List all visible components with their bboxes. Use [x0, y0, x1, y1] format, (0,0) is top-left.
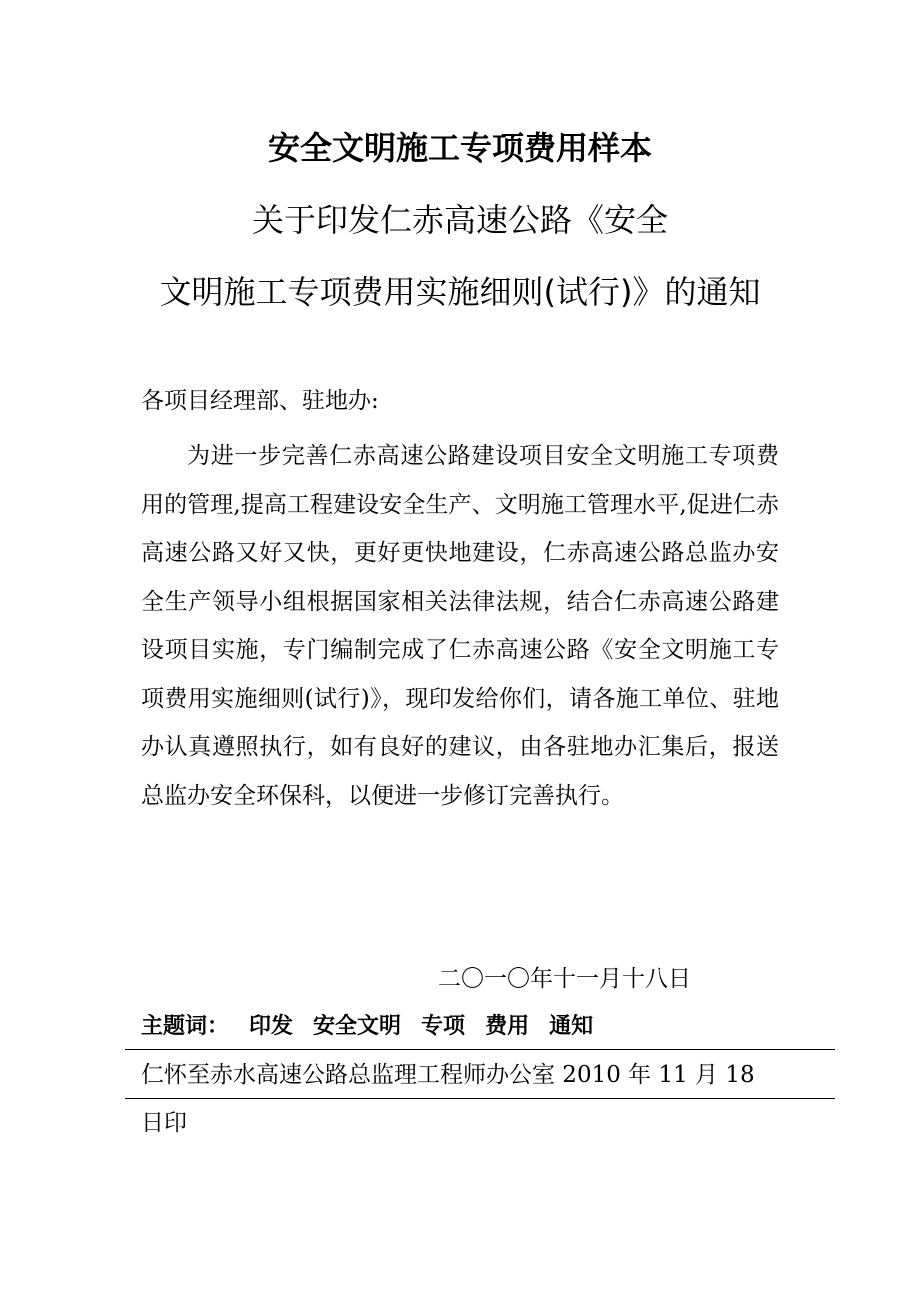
keyword: 印发: [249, 1014, 294, 1039]
divider-bottom: [125, 1098, 835, 1099]
subject-keywords: [141, 1012, 593, 1042]
issuer-line: 仁怀至赤水高速公路总监理工程师办公室 2010 年 11 月 18: [141, 1062, 755, 1088]
keywords-label: 主题词：: [141, 1014, 230, 1039]
keyword: 费用: [485, 1014, 530, 1039]
notice-title-line-1: 关于印发仁赤高速公路《安全: [251, 201, 668, 239]
issuer-line-continued: 日印: [141, 1110, 187, 1136]
salutation: 各项目经理部、驻地办:: [141, 388, 379, 414]
issue-date: 二〇一〇年十一月十八日: [438, 966, 691, 992]
keyword: 安全文明: [313, 1014, 402, 1039]
body-paragraph: 为进一步完善仁赤高速公路建设项目安全文明施工专项费用的管理,提高工程建设安全生产、文明施工管理水平,促进仁赤高速公路又好又快，更好更快地建设，仁赤高速公路总监办安全生产领导小组根据国家相关法律法规，结合仁赤高速公路建设项目实施，专门编制完成了仁赤高速公路《安全文明施工专项费用实施细则(试行)》，现印发给你们，请各施工单位、驻地办认真遵照执行，如有良好的建议，由各驻地办汇集后，报送总监办安全环保科，以便进一步修订完善执行。: [141, 443, 779, 809]
divider-top: [125, 1049, 835, 1050]
keyword: 通知: [549, 1014, 594, 1039]
notice-title-line-2: 文明施工专项费用实施细则(试行)》的通知: [159, 273, 761, 311]
keyword: 专项: [421, 1014, 466, 1039]
document-main-title: 安全文明施工专项费用样本: [267, 129, 652, 167]
